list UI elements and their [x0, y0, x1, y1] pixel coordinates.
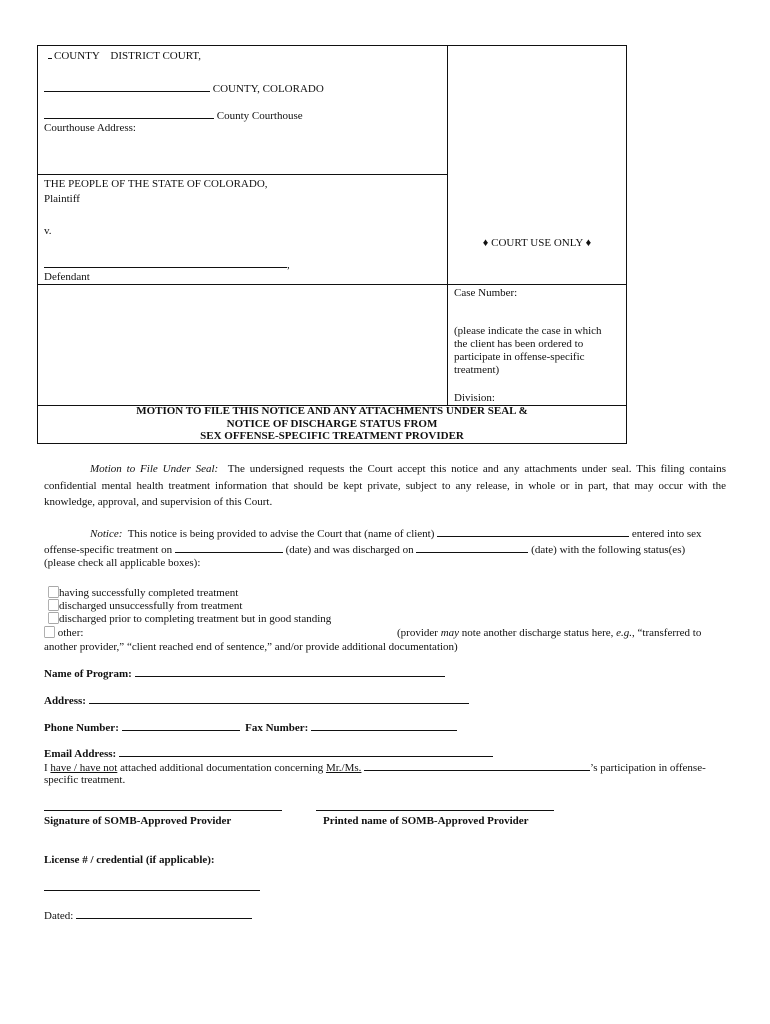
signature-blank[interactable]: [44, 800, 282, 811]
title-line-1: MOTION TO FILE THIS NOTICE AND ANY ATTACHMENTS UNDER SEAL &: [136, 405, 528, 417]
treatment-start-date-blank[interactable]: [175, 541, 283, 553]
phone-field: Phone Number: Fax Number:: [44, 719, 457, 735]
county-blank[interactable]: [44, 80, 210, 92]
checkbox-completed[interactable]: ⃞: [48, 587, 59, 599]
division-label[interactable]: Division:: [454, 392, 495, 404]
motion-text: The undersigned requests the Court accept this notice and any attachments under seal. This filing contains confidential mental health treatment information that should be kept private, subject to any release, in whole or in part, that may occur with the knowledge, approval, and supervision of this Court.: [44, 463, 726, 508]
checkbox-unsuccessful[interactable]: ⃞: [48, 600, 59, 612]
email-blank[interactable]: [119, 745, 493, 757]
client-participation-blank[interactable]: [364, 759, 590, 771]
client-name-blank[interactable]: [437, 525, 629, 537]
attach-line-2: specific treatment.: [44, 774, 126, 786]
court-line: COUNTY DISTRICT COURT,: [48, 48, 201, 63]
discharge-date-blank[interactable]: [416, 541, 528, 553]
status-unsuccessful[interactable]: ⃞discharged unsuccessfully from treatment: [48, 600, 243, 612]
status-other[interactable]: ⃞ other:: [44, 627, 84, 639]
have-have-not[interactable]: have / have not: [50, 762, 118, 774]
printed-name-blank[interactable]: [316, 800, 554, 811]
versus-label: v.: [44, 225, 52, 237]
address-blank[interactable]: [89, 692, 469, 704]
courthouse-blank[interactable]: [44, 107, 214, 119]
courthouse-address-label: Courthouse Address:: [44, 122, 136, 134]
fax-blank[interactable]: [311, 719, 457, 731]
plaintiff-line: THE PEOPLE OF THE STATE OF COLORADO,: [44, 178, 268, 190]
caption-divider-parties: [37, 284, 447, 285]
case-note-3: participate in offense-specific: [454, 351, 585, 363]
address-field: Address:: [44, 692, 469, 708]
license-blank[interactable]: [44, 880, 260, 891]
defendant-label: Defendant: [44, 271, 90, 283]
mr-ms[interactable]: Mr./Ms.: [325, 762, 362, 774]
phone-blank[interactable]: [122, 719, 240, 731]
status-good-standing[interactable]: ⃞discharged prior to completing treatment but in good standing: [48, 613, 332, 625]
defendant-blank[interactable]: [44, 256, 287, 268]
email-field: Email Address:: [44, 745, 493, 761]
defendant-line: ,: [44, 256, 290, 272]
dated-blank[interactable]: [76, 907, 252, 919]
license-label: License # / credential (if applicable):: [44, 854, 215, 866]
signature-label: Signature of SOMB-Approved Provider: [44, 815, 232, 827]
case-note-4: treatment): [454, 364, 500, 376]
title-line-3: SEX OFFENSE-SPECIFIC TREATMENT PROVIDER: [200, 430, 464, 442]
dated-field: Dated:: [44, 907, 252, 923]
motion-paragraph: [44, 461, 726, 511]
courthouse-line: County Courthouse: [44, 107, 303, 123]
document-title: [37, 405, 627, 443]
checkbox-good-standing[interactable]: ⃞: [48, 613, 59, 625]
status-other-note: (provider may note another discharge status here, e.g., “transferred to: [397, 627, 702, 639]
title-line-2: NOTICE OF DISCHARGE STATUS FROM: [226, 417, 438, 430]
program-field: Name of Program:: [44, 665, 445, 681]
checkbox-other[interactable]: ⃞: [44, 627, 55, 639]
county-line: COUNTY, COLORADO: [44, 80, 324, 96]
caption-divider-court: [37, 174, 447, 175]
notice-line-1: Notice: This notice is being provided to advise the Court that (name of client) entered into sex: [90, 525, 702, 541]
notice-line-2: offense-specific treatment on (date) and was discharged on (date) with the following status(es): [44, 541, 685, 557]
caption-vertical-divider: [447, 45, 448, 405]
plaintiff-label: Plaintiff: [44, 193, 80, 205]
caption-divider-courtuse: [447, 284, 627, 285]
court-use-only: ♦ COURT USE ONLY ♦: [482, 237, 592, 249]
case-note-1: (please indicate the case in which: [454, 325, 602, 337]
status-completed[interactable]: ⃞having successfully completed treatment: [48, 587, 239, 599]
case-note-2: the client has been ordered to: [454, 338, 584, 350]
notice-line-3: (please check all applicable boxes):: [44, 557, 201, 569]
motion-lead: Motion to File Under Seal:: [90, 463, 219, 475]
status-other-note-2: another provider,” “client reached end of sentence,” and/or provide additional documentation): [44, 641, 458, 653]
program-blank[interactable]: [135, 665, 445, 677]
printed-name-label: Printed name of SOMB-Approved Provider: [323, 815, 529, 827]
case-number-label[interactable]: Case Number:: [454, 287, 518, 299]
attach-line-1: I have / have not attached additional documentation concerning Mr./Ms. ’s participation in offense-: [44, 759, 706, 775]
